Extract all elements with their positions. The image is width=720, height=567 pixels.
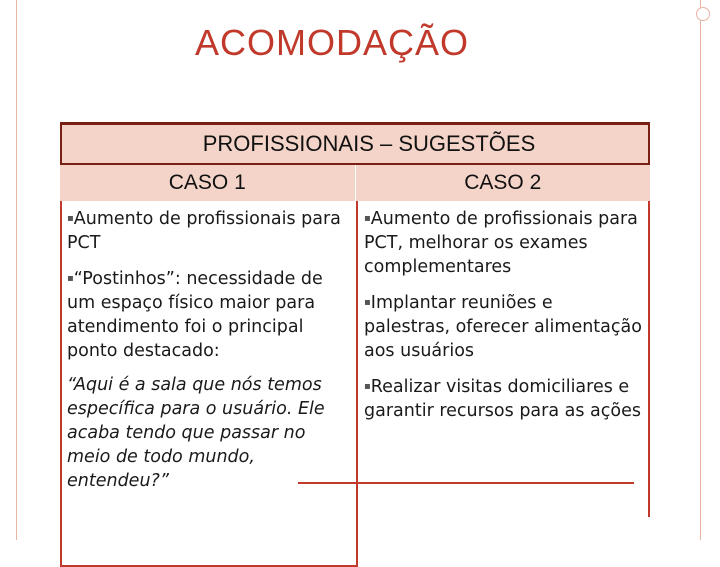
- case1-quote: “Aqui é a sala que nós temos específica para o usuário. Ele acaba tendo que passar no meio de todo mundo, entendeu?”: [67, 375, 325, 491]
- table-bottom-border: [298, 482, 634, 484]
- case1-item: [67, 207, 350, 255]
- suggestions-table: [60, 122, 650, 567]
- bullet-icon: ▪: [364, 213, 371, 224]
- case1-item-text: “Postinhos”: necessidade de um espaço físico maior para atendimento foi o principal ponto destacado:: [67, 269, 323, 361]
- table-body-row: [60, 201, 650, 567]
- case1-label: CASO 1: [60, 165, 356, 201]
- case2-item-text: Aumento de profissionais para PCT, melhorar os exames complementares: [364, 209, 638, 277]
- case1-column: [60, 201, 358, 567]
- case2-item: [364, 291, 642, 363]
- bullet-icon: ▪: [364, 297, 371, 308]
- table-header: [60, 122, 650, 163]
- case-header-row: [60, 163, 650, 201]
- slide-ring-decoration: [696, 7, 710, 21]
- case1-item: [67, 267, 350, 363]
- slide-frame-left: [16, 0, 17, 540]
- case1-item-text: Aumento de profissionais para PCT: [67, 209, 341, 253]
- case2-item: [364, 375, 642, 423]
- bullet-icon: ▪: [364, 381, 371, 392]
- case2-item-text: Implantar reuniões e palestras, oferecer alimentação aos usuários: [364, 293, 642, 361]
- case2-item-text: Realizar visitas domiciliares e garantir recursos para as ações: [364, 377, 641, 421]
- table-header-label: PROFISSIONAIS – SUGESTÕES: [202, 131, 536, 156]
- slide-frame-right: [700, 0, 701, 540]
- bullet-icon: ▪: [67, 213, 74, 224]
- case2-column: [358, 201, 650, 517]
- case2-label: CASO 2: [464, 171, 542, 194]
- case2-item: [364, 207, 642, 279]
- page-title: ACOMODAÇÃO: [195, 22, 470, 63]
- bullet-icon: ▪: [67, 273, 74, 284]
